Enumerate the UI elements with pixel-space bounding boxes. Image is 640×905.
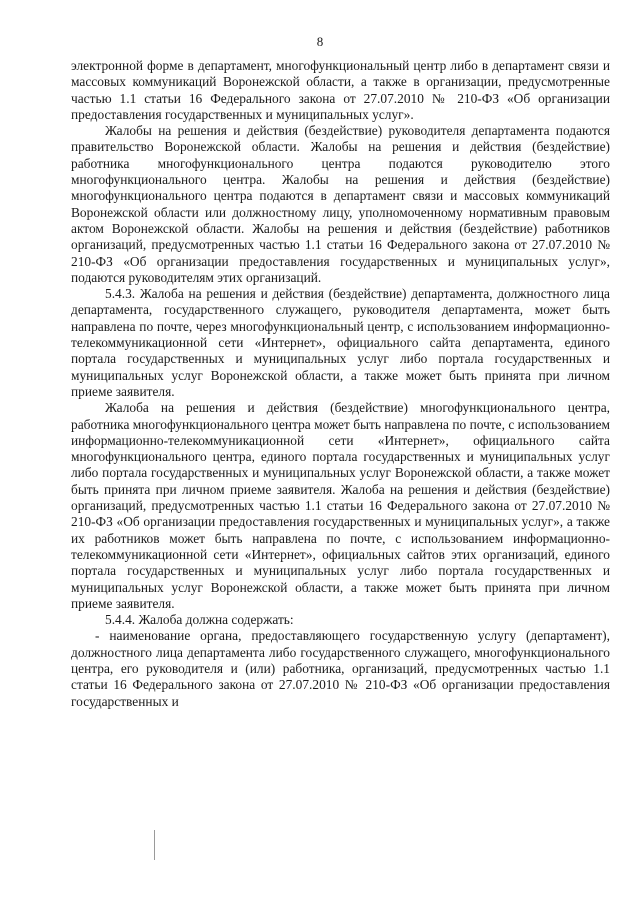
page-number: 8 — [316, 34, 324, 49]
paragraph-complaints-submission: Жалобы на решения и действия (бездействие) руководителя департамента подаются правительство Воронежской области. Жалобы на решения и действия (бездействие) работника многофункционального центра подаются руководителю этого многофункционального центра. Жалобы на решения и действия (бездействие) многофункционального центра подаются в департамент связи и массовых коммуникаций Воронежской области или должностному лицу, уполномоченному нормативным правовым актом Воронежской области. Жалобы на решения и действия (бездействие) работников организаций, предусмотренных частью 1.1 статьи 16 Федерального закона от 27.07.2010 № 210-ФЗ «Об организации предоставления государственных и муниципальных услуг», подаются руководителям этих организаций. — [71, 123, 610, 285]
paragraph-5-4-3: 5.4.3. Жалоба на решения и действия (бездействие) департамента, должностного лица департамента, государственного служащего, руководителя департамента, может быть направлена по почте, через многофункциональный центр, с использованием информационно-телекоммуникационной сети «Интернет», официального сайта департамента, единого портала государственных и муниципальных услуг либо портала государственных и муниципальных услуг Воронежской области, а также может быть принята при личном приеме заявителя. — [71, 286, 610, 399]
paragraph-5-4-4: 5.4.4. Жалоба должна содержать: — [105, 612, 294, 628]
paragraph-mfc-complaint: Жалоба на решения и действия (бездействие) многофункционального центра, работника многофункционального центра может быть направлена по почте, с использованием информационно-телекоммуникационной сети «Интернет», официального сайта многофункционального центра, единого портала государственных и муниципальных услуг либо портала государственных и муниципальных услуг Воронежской области, а также может быть принята при личном приеме заявителя. Жалоба на решения и действия (бездействие) организаций, предусмотренных частью 1.1 статьи 16 Федерального закона от 27.07.2010 № 210-ФЗ «Об организации предоставления государственных и муниципальных услуг», а также их работников может быть направлена по почте, с использованием информационно-телекоммуникационной сети «Интернет», официальных сайтов этих организаций, единого портала государственных и муниципальных услуг либо портала государственных и муниципальных услуг Воронежской области, а также может быть принята при личном приеме заявителя. — [71, 400, 610, 611]
list-item-authority-name: - наименование органа, предоставляющего государственную услугу (департамент), должностного лица департамента либо государственного служащего, многофункционального центра, его руководителя и (или) работника, организаций, предусмотренных частью 1.1 статьи 16 Федерального закона от 27.07.2010 № 210-ФЗ «Об организации предоставления государственных и — [71, 628, 610, 709]
scan-artifact-line — [154, 830, 155, 860]
paragraph-continuation: электронной форме в департамент, многофункциональный центр либо в департамент связи и массовых коммуникаций Воронежской области, а также в организации, предусмотренные частью 1.1 статьи 16 Федерального закона от 27.07.2010 № 210-ФЗ «Об организации предоставления государственных и муниципальных услуг». — [71, 58, 610, 122]
